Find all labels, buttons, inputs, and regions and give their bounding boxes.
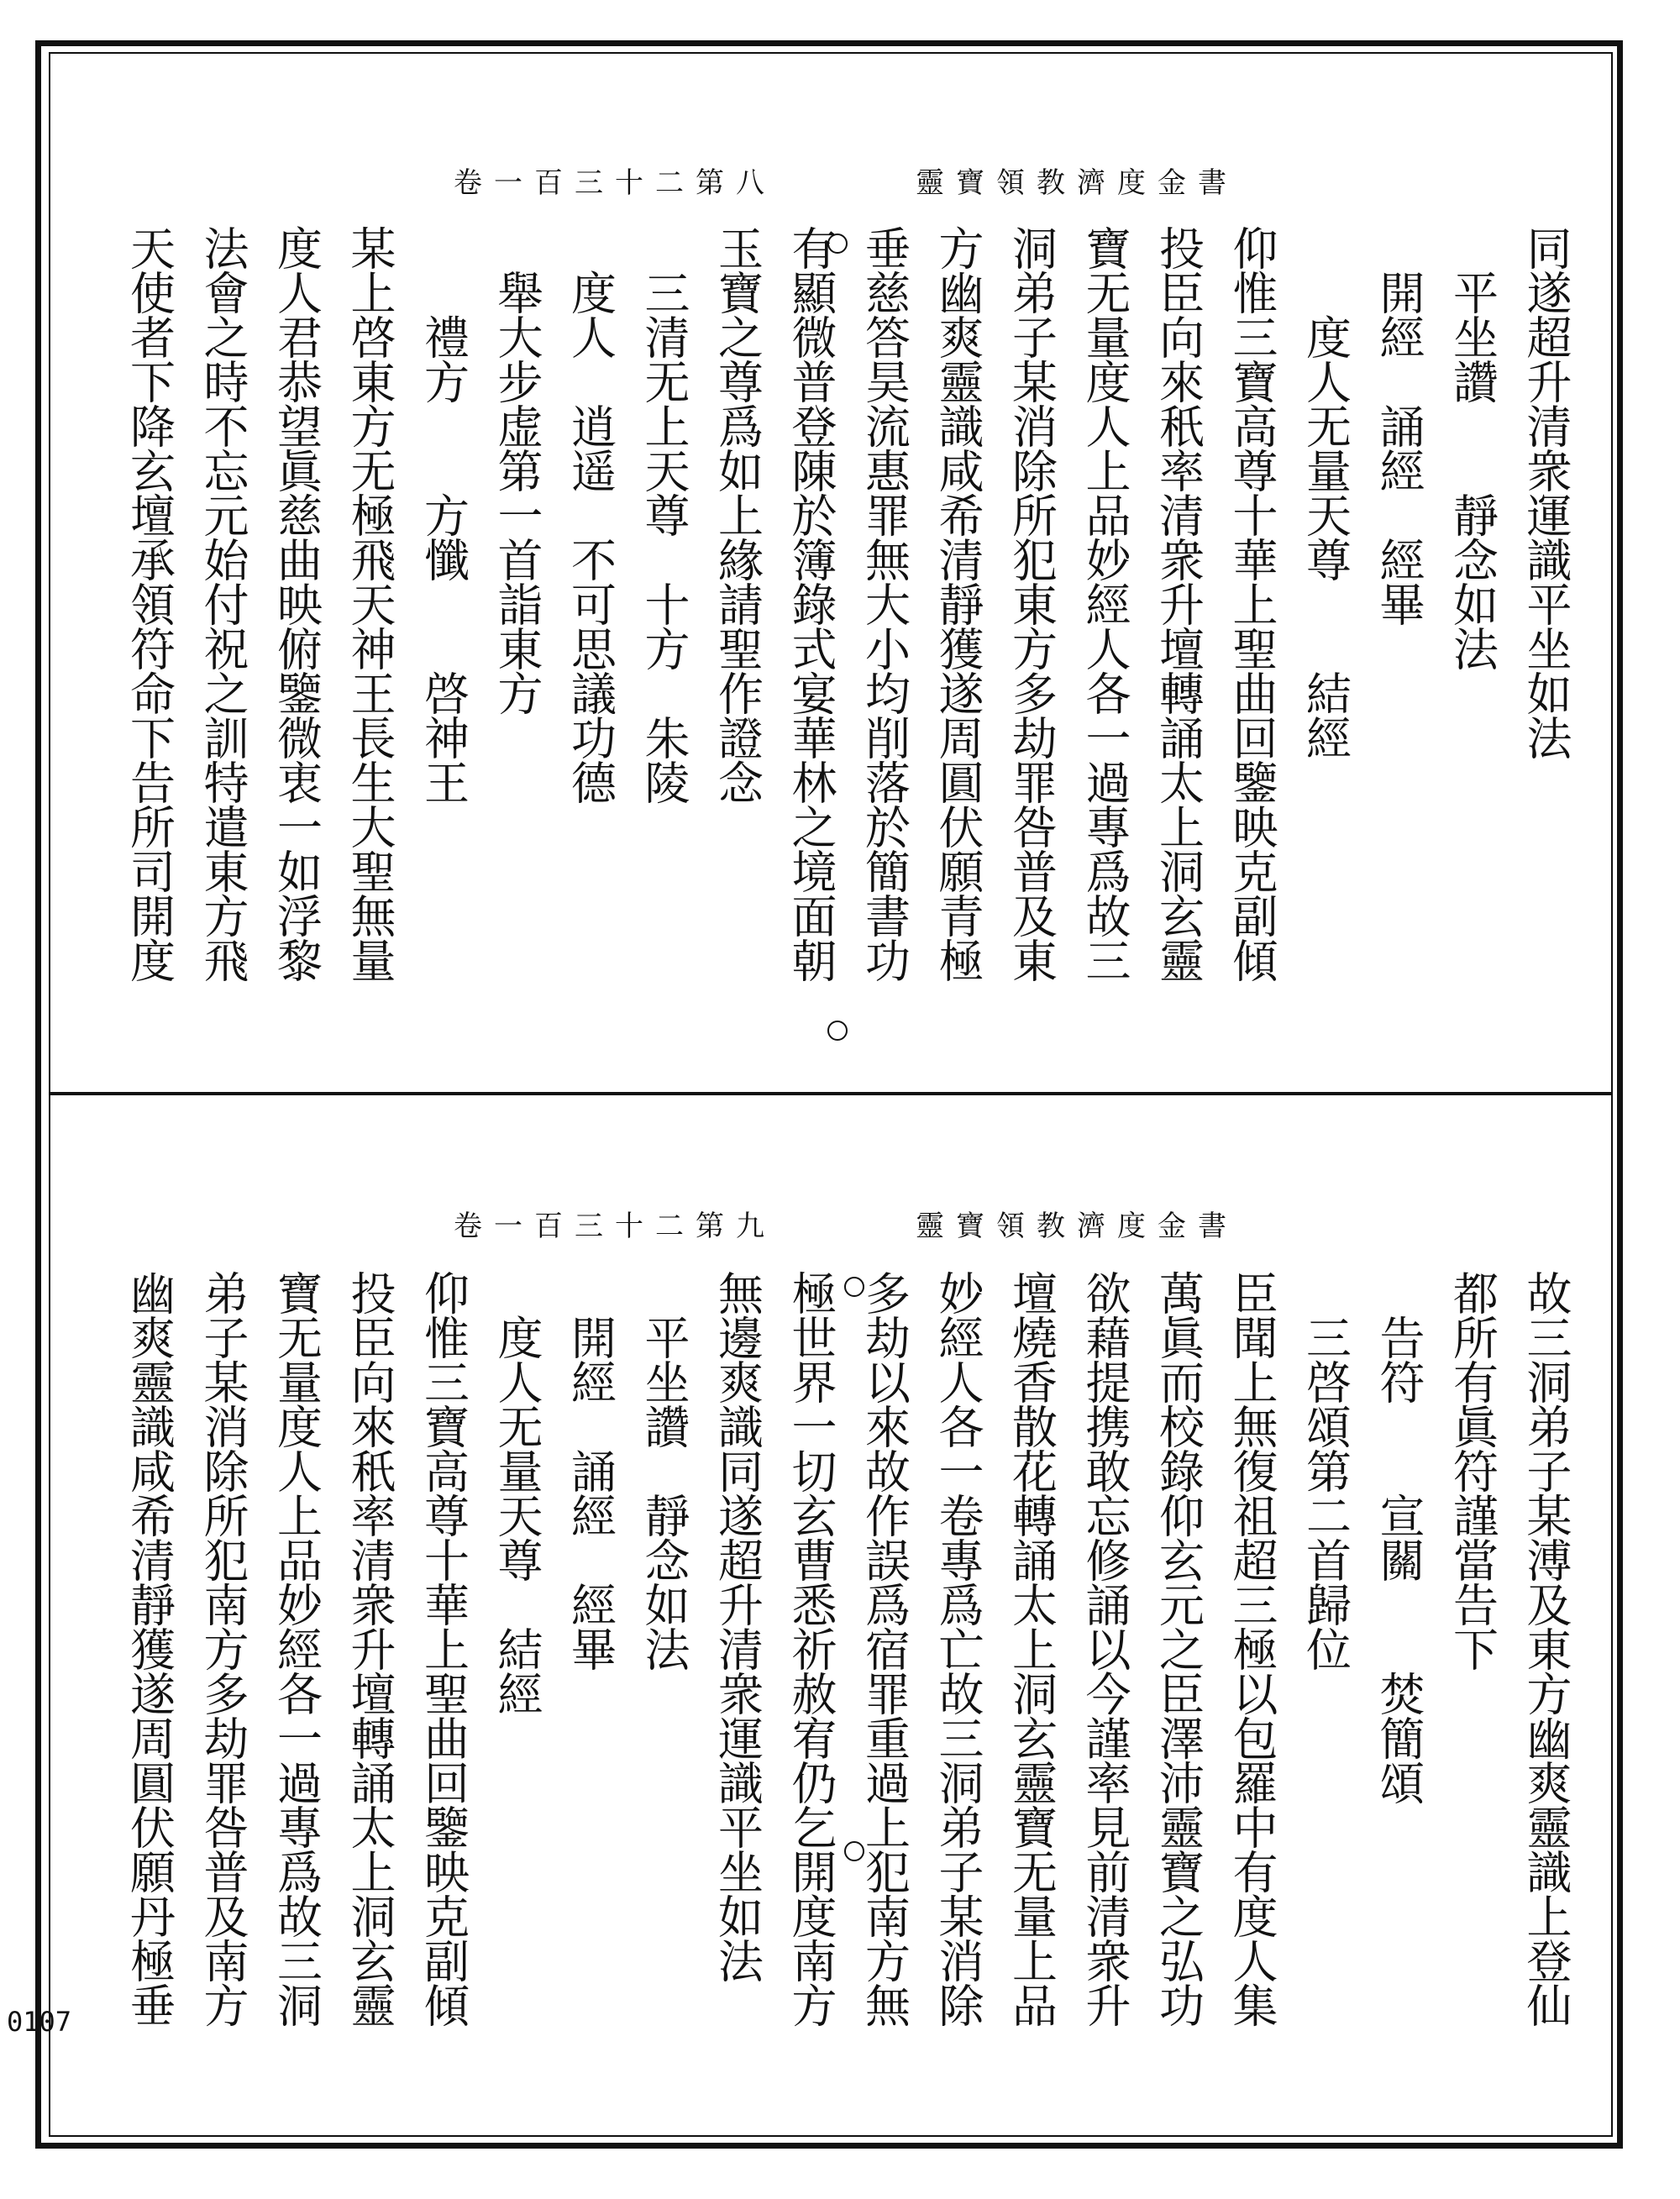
text-column: 萬眞而校錄仰玄元之臣澤沛靈寶之弘功: [1152, 1270, 1205, 2027]
top-page-header: [0, 160, 1680, 210]
text-column: 妙經人各一卷專爲亡故三洞弟子某消除: [932, 1270, 984, 2027]
text-column: 欲藉提携敢忘修誦以今謹率見前清衆升: [1079, 1270, 1131, 2027]
text-column: 投臣向來秖率清衆升壇轉誦太上洞玄靈: [344, 1270, 396, 2027]
text-column: 開經 誦經 經畢: [564, 1270, 617, 1671]
punctuation-circle: [827, 234, 848, 254]
book-title: 靈寶領教濟度金書: [916, 166, 1238, 200]
text-column: 玉寶之尊爲如上緣請聖作證念: [711, 225, 764, 804]
text-column: 度人君恭望眞慈曲映俯鑒微衷一如浮黎: [270, 225, 323, 982]
text-column: 度人无量天尊 結經: [491, 1270, 543, 1715]
text-column: 度人无量天尊 結經: [1299, 225, 1352, 759]
text-column: 平坐讚 靜念如法: [1446, 225, 1499, 670]
punctuation-circle: [844, 1841, 864, 1861]
text-column: 開經 誦經 經畢: [1373, 225, 1425, 626]
text-column: 仰惟三寶高尊十華上聖曲回鑒映克副傾: [417, 1270, 470, 2027]
text-column: 禮方 方懺 啓神王: [417, 225, 470, 804]
text-column: 法會之時不忘元始付祝之訓特遣東方飛: [197, 225, 249, 982]
book-title: 靈寶領教濟度金書: [916, 1210, 1238, 1243]
text-column: 舉大步虚第一首詣東方: [491, 225, 543, 715]
text-column: 臣聞上無復祖超三極以包羅中有度人集: [1226, 1270, 1278, 2027]
juan-page-label: 卷一百三十二第九: [454, 1210, 776, 1243]
text-column: 度人 逍遥 不可思議功德: [564, 225, 617, 804]
text-column: 仰惟三寶高尊十華上聖曲回鑒映克副傾: [1226, 225, 1278, 982]
text-column: 寶无量度人上品妙經人各一過專爲故三: [1079, 225, 1131, 982]
text-column: 三啓頌第二首歸位: [1299, 1270, 1352, 1671]
text-column: 無邊爽識同遂超升清衆運識平坐如法: [711, 1270, 764, 1982]
text-column: 同遂超升清衆運識平坐如法: [1520, 225, 1572, 759]
text-column: 平坐讚 靜念如法: [638, 1270, 690, 1671]
punctuation-circle: [844, 1277, 864, 1297]
text-column: 壇燒香散花轉誦太上洞玄靈寶无量上品: [1005, 1270, 1058, 2027]
bottom-page-header: [0, 1203, 1680, 1253]
text-column: 三清无上天尊 十方 朱陵: [638, 225, 690, 804]
text-column: 有顯微普登陳於簿錄式宴華林之境面朝: [785, 225, 837, 982]
juan-page-label: 卷一百三十二第八: [454, 166, 776, 200]
text-column: 都所有眞符謹當告下: [1446, 1270, 1499, 1671]
text-column: 幽爽靈識咸希清靜獲遂周圓伏願丹極垂: [123, 1270, 176, 2027]
page-divider: [49, 1092, 1613, 1095]
volume-number: 0107: [7, 2006, 72, 2038]
text-column: 多劫以來故作誤爲宿罪重過上犯南方無: [858, 1270, 911, 2027]
text-column: 垂慈答昊流惠罪無大小均削落於簡書功: [858, 225, 911, 982]
text-column: 某上啓東方无極飛天神王長生大聖無量: [344, 225, 396, 982]
text-column: 弟子某消除所犯南方多劫罪咎普及南方: [197, 1270, 249, 2027]
punctuation-circle: [827, 1021, 848, 1041]
text-column: 方幽爽靈識咸希清靜獲遂周圓伏願青極: [932, 225, 984, 982]
top-page-body: [0, 225, 1680, 1082]
text-column: 天使者下降玄壇承領符命下告所司開度: [123, 225, 176, 982]
text-column: 洞弟子某消除所犯東方多劫罪咎普及東: [1005, 225, 1058, 982]
text-column: 極世界一切玄曹悉祈赦宥仍乞開度南方: [785, 1270, 837, 2027]
text-column: 故三洞弟子某溥及東方幽爽靈識上登仙: [1520, 1270, 1572, 2027]
text-column: 告符 宣關 焚簡頌: [1373, 1270, 1425, 1804]
bottom-page-body: [0, 1270, 1680, 2135]
text-column: 寶无量度人上品妙經各一過專爲故三洞: [270, 1270, 323, 2027]
text-column: 投臣向來秖率清衆升壇轉誦太上洞玄靈: [1152, 225, 1205, 982]
